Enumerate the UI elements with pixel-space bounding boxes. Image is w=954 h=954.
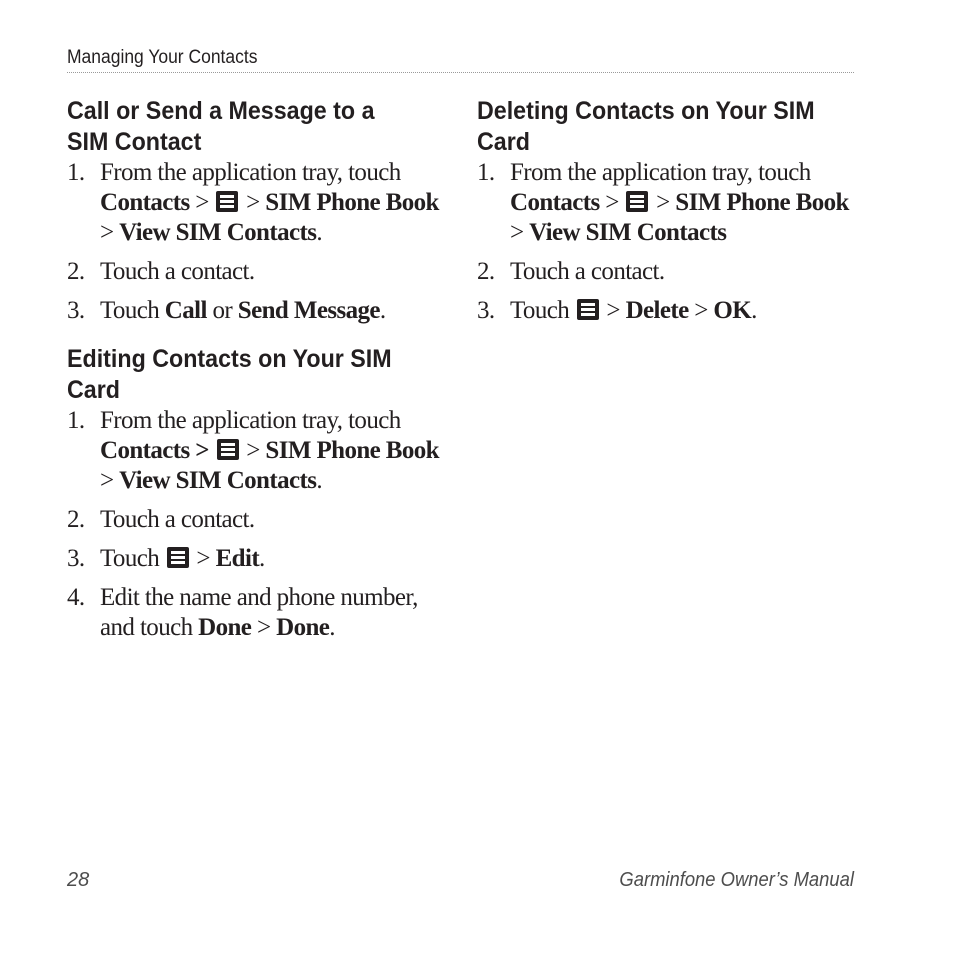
step-text: Edit the name and phone number, bbox=[100, 584, 418, 611]
step-text: From the application tray, touch bbox=[100, 407, 401, 434]
menu-icon bbox=[217, 439, 239, 460]
step-text: Touch a contact. bbox=[100, 258, 255, 285]
separator: > bbox=[100, 219, 120, 246]
heading-line: SIM Contact bbox=[67, 128, 202, 156]
edit-label: Edit bbox=[215, 545, 260, 572]
period: . bbox=[329, 614, 335, 641]
step-number: 4. bbox=[67, 584, 85, 611]
contacts-label: Contacts > bbox=[100, 437, 215, 464]
step-path bbox=[100, 188, 447, 218]
separator: > bbox=[190, 545, 216, 572]
menu-icon bbox=[626, 191, 648, 212]
step-number: 2. bbox=[67, 258, 85, 285]
step-number: 1. bbox=[477, 159, 495, 186]
ok-label: OK bbox=[713, 297, 752, 324]
page-number: 28 bbox=[67, 869, 90, 891]
menu-icon bbox=[216, 191, 238, 212]
period: . bbox=[751, 297, 757, 324]
heading-line: Call or Send a Message to a bbox=[67, 97, 375, 125]
step-path bbox=[100, 466, 447, 496]
done-label: Done bbox=[276, 614, 330, 641]
manual-title: Garminfone Owner’s Manual bbox=[619, 869, 854, 891]
separator: > bbox=[251, 614, 277, 641]
step-number: 3. bbox=[477, 297, 495, 324]
heading-line: Card bbox=[477, 128, 530, 156]
separator: > bbox=[510, 219, 530, 246]
sim-phone-book-label: SIM Phone Book bbox=[675, 189, 849, 216]
step-number: 3. bbox=[67, 545, 85, 572]
step-number: 1. bbox=[67, 407, 85, 434]
step-path bbox=[100, 218, 447, 248]
step-path bbox=[100, 436, 447, 466]
separator: > bbox=[600, 297, 626, 324]
step-number: 2. bbox=[477, 258, 495, 285]
step-path bbox=[510, 218, 857, 248]
step-item bbox=[477, 158, 857, 248]
touch-word: Touch bbox=[100, 545, 165, 572]
step-text: Touch a contact. bbox=[100, 506, 255, 533]
view-sim-contacts-label: View SIM Contacts bbox=[119, 467, 317, 494]
step-item bbox=[477, 296, 857, 326]
sim-phone-book-label: SIM Phone Book bbox=[265, 437, 439, 464]
heading-line: Editing Contacts on Your SIM bbox=[67, 345, 392, 373]
touch-word: Touch bbox=[100, 297, 165, 324]
step-path bbox=[510, 188, 857, 218]
step-text bbox=[510, 296, 857, 326]
step-item bbox=[67, 158, 447, 248]
separator: > bbox=[240, 437, 266, 464]
step-text bbox=[100, 296, 447, 326]
contacts-label: Contacts bbox=[510, 189, 600, 216]
view-sim-contacts-label: View SIM Contacts bbox=[119, 219, 317, 246]
menu-icon bbox=[577, 299, 599, 320]
call-label: Call bbox=[164, 297, 207, 324]
separator: > bbox=[599, 189, 625, 216]
menu-icon bbox=[167, 547, 189, 568]
right-column bbox=[477, 96, 857, 344]
delete-label: Delete bbox=[625, 297, 689, 324]
separator: > bbox=[100, 467, 120, 494]
step-item bbox=[477, 257, 857, 287]
step-text bbox=[100, 544, 447, 574]
section-heading-delete bbox=[477, 96, 858, 158]
call-steps bbox=[67, 158, 447, 326]
step-number: 1. bbox=[67, 159, 85, 186]
section-heading-call bbox=[67, 96, 448, 158]
or-word: or bbox=[206, 297, 238, 324]
and-touch-words: and touch bbox=[100, 614, 199, 641]
step-item bbox=[67, 257, 447, 287]
step-item bbox=[67, 583, 447, 643]
separator: > bbox=[240, 189, 266, 216]
period: . bbox=[316, 467, 322, 494]
done-label: Done bbox=[198, 614, 252, 641]
step-item bbox=[67, 296, 447, 326]
sim-phone-book-label: SIM Phone Book bbox=[265, 189, 439, 216]
send-message-label: Send Message bbox=[237, 297, 380, 324]
separator: > bbox=[688, 297, 714, 324]
step-number: 2. bbox=[67, 506, 85, 533]
left-column bbox=[67, 96, 447, 661]
touch-word: Touch bbox=[510, 297, 575, 324]
step-text: From the application tray, touch bbox=[510, 159, 811, 186]
step-text bbox=[100, 613, 447, 643]
period: . bbox=[316, 219, 322, 246]
step-item bbox=[67, 406, 447, 496]
step-text: From the application tray, touch bbox=[100, 159, 401, 186]
separator: > bbox=[189, 189, 215, 216]
running-head: Managing Your Contacts bbox=[67, 47, 258, 68]
heading-line: Card bbox=[67, 376, 120, 404]
header-divider bbox=[67, 72, 854, 73]
step-number: 3. bbox=[67, 297, 85, 324]
contacts-label: Contacts bbox=[100, 189, 190, 216]
view-sim-contacts-label: View SIM Contacts bbox=[529, 219, 727, 246]
delete-steps bbox=[477, 158, 857, 326]
step-item bbox=[67, 544, 447, 574]
step-item bbox=[67, 505, 447, 535]
heading-line: Deleting Contacts on Your SIM bbox=[477, 97, 815, 125]
step-text: Touch a contact. bbox=[510, 258, 665, 285]
edit-steps bbox=[67, 406, 447, 643]
section-heading-edit bbox=[67, 344, 448, 406]
period: . bbox=[259, 545, 265, 572]
separator: > bbox=[650, 189, 676, 216]
period: . bbox=[379, 297, 386, 324]
